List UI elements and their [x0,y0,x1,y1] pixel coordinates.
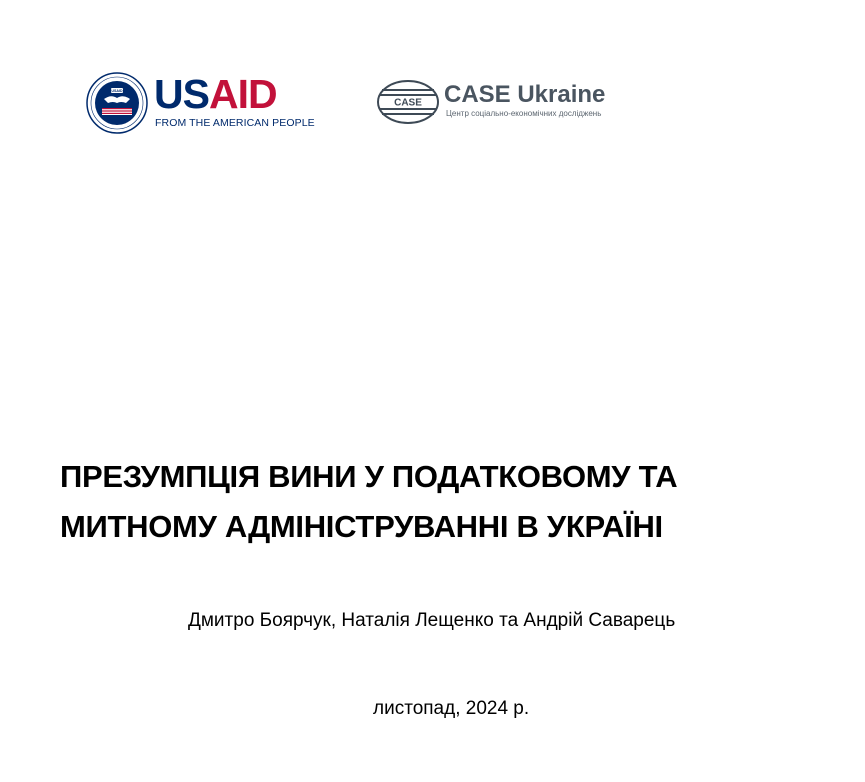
usaid-wordmark [154,71,277,117]
document-title-line-1: ПРЕЗУМПЦІЯ ВИНИ У ПОДАТКОВОМУ ТА [60,459,678,494]
usaid-seal-badge: USAID [111,89,123,94]
document-authors: Дмитро Боярчук, Наталія Лещенко та Андрій Саварець [188,610,676,631]
usaid-wordmark-aid: AID [208,71,277,117]
document-title [60,452,820,552]
case-ukraine-name: CASE Ukraine [444,81,606,108]
case-ukraine-subtitle: Центр соціально-економічних досліджень [446,109,602,118]
usaid-tagline: FROM THE AMERICAN PEOPLE [155,117,315,129]
logos-row [86,72,626,136]
document-date: листопад, 2024 р. [373,698,530,719]
usaid-logo [86,71,315,136]
case-ukraine-logo [376,78,616,128]
document-title-line-2: МИТНОМУ АДМІНІСТРУВАННІ В УКРАЇНІ [60,509,663,544]
usaid-seal-icon [86,72,148,134]
case-emblem-icon [376,78,440,126]
case-emblem-text: CASE [394,97,422,109]
usaid-wordmark-us: US [154,71,209,117]
